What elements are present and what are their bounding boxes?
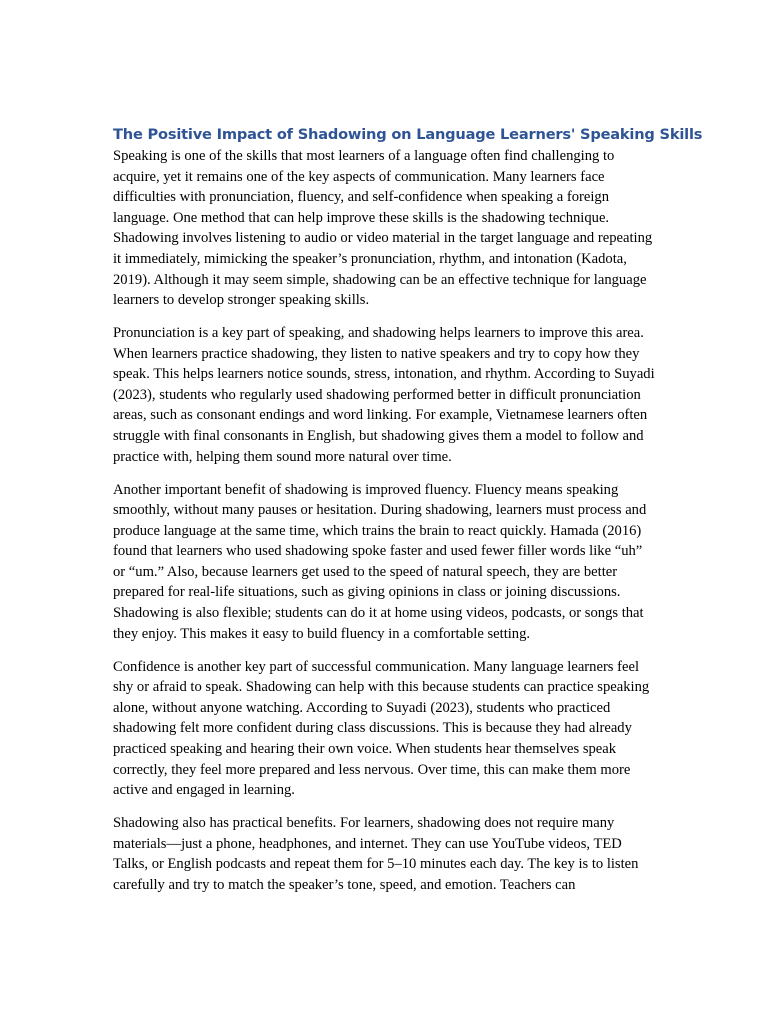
- paragraph-pronunciation: Pronunciation is a key part of speaking, and shadowing helps learners to improve this area. When learners practice shadowing, they listen to native speakers and try to copy how they speak. This helps learners notice sounds, stress, intonation, and rhythm. According to Suyadi (2023), students who regularly used shadowing performed better in difficult pronunciation areas, such as consonant endings and word linking. For example, Vietnamese learners often struggle with final consonants in English, but shadowing gives them a model to follow and practice with, helping them sound more natural over time.: [113, 325, 655, 465]
- paragraph-confidence: Confidence is another key part of successful communication. Many language learners feel shy or afraid to speak. Shadowing can help with this because students can practice speaking alone, without anyone watching. According to Suyadi (2023), students who practiced shadowing felt more confident during class discussions. This is because they had already practiced speaking and hearing their own voice. When students hear themselves speak correctly, they feel more prepared and less nervous. Over time, this can make them more active and engaged in learning.: [113, 658, 650, 799]
- paragraph-fluency: Another important benefit of shadowing is improved fluency. Fluency means speaking smoothly, without many pauses or hesitation. During shadowing, learners must process and produce language at the same time, which trains the brain to react quickly. Hamada (2016) found that learners who used shadowing spoke faster and used fewer filler words like “uh” or “um.” Also, because learners get used to the speed of natural speech, they are better prepared for real-life situations, such as giving opinions in class or joining discussions. Shadowing is also flexible; students can do it at home using videos, podcasts, or songs that they enjoy. This makes it easy to build fluency in a comfortable setting.: [113, 481, 647, 642]
- paragraph-introduction: Speaking is one of the skills that most learners of a language often find challenging to acquire, yet it remains one of the key aspects of communication. Many learners face difficulties with pronunciation, fluency, and self-confidence when speaking a foreign language. One method that can help improve these skills is the shadowing technique. Shadowing involves listening to audio or video material in the target language and repeating it immediately, mimicking the speaker’s pronunciation, rhythm, and intonation (Kadota, 2019). Although it may seem simple, shadowing can be an effective technique for language learners to develop stronger speaking skills.: [113, 148, 653, 309]
- document-title: The Positive Impact of Shadowing on Language Learners' Speaking Skills: [113, 126, 703, 143]
- document-body: [113, 124, 703, 908]
- paragraph-practical-benefits: Shadowing also has practical benefits. For learners, shadowing does not require many materials—just a phone, headphones, and internet. They can use YouTube videos, TED Talks, or English podcasts and repeat them for 5–10 minutes each day. The key is to listen carefully and try to match the speaker’s tone, speed, and emotion. Teachers can: [113, 815, 639, 893]
